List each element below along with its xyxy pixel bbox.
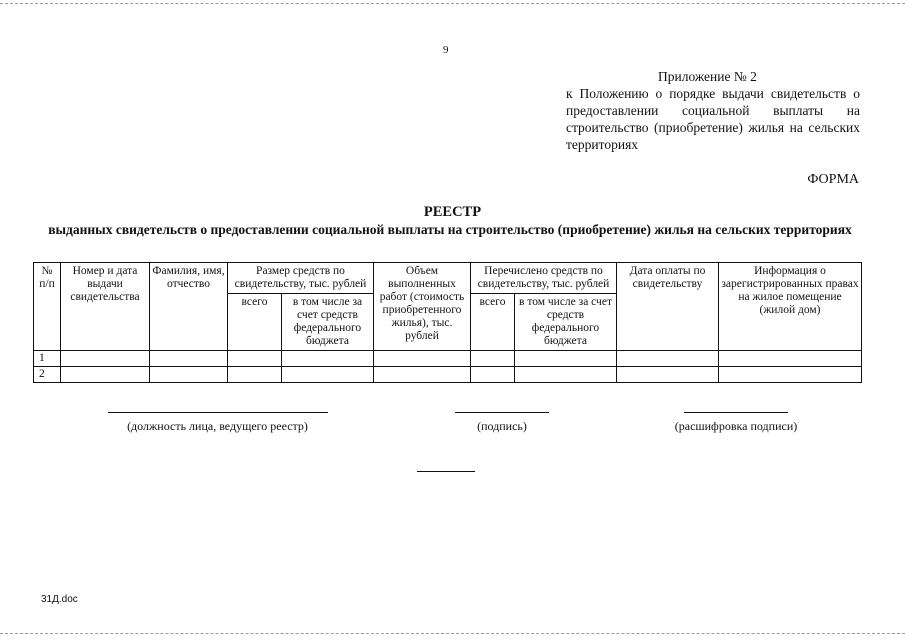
annex-body: к Положению о порядке выдачи свидетельств о предоставлении социальной выплаты на строительство (приобретение) жилья на сельских территориях [566,86,860,152]
table-cell [617,351,719,367]
signature-line [684,412,788,413]
table-cell [282,351,374,367]
table-cell [515,367,617,383]
file-name: 31Д.doc [41,594,78,605]
end-divider [417,471,475,472]
header-amount-total: всего [228,294,282,351]
header-name: Фамилия, имя, отчество [150,263,228,351]
table-cell [150,351,228,367]
header-number-date: Номер и дата выдачи свидетельства [61,263,150,351]
table-cell [282,367,374,383]
table-cell [150,367,228,383]
row-number: 1 [34,351,61,367]
table-cell [228,367,282,383]
table-cell [719,367,862,383]
table-cell [471,351,515,367]
row-number: 2 [34,367,61,383]
signature-sign [450,412,554,434]
document-title: РЕЕСТР [423,204,482,220]
signature-line [108,412,328,413]
annex-title: Приложение № 2 [658,69,757,84]
header-payment-date: Дата оплаты по свидетельству [617,263,719,351]
header-transferred-federal: в том числе за счет средств федерального бюджета [515,294,617,351]
scan-edge-bottom [0,633,905,634]
header-row-1 [34,263,862,294]
signature-decode-caption: (расшифровка подписи) [674,419,798,433]
table-cell [471,367,515,383]
annex-block [566,68,860,153]
header-amount-group: Размер средств по свидетельству, тыс. рублей [228,263,374,294]
header-transferred-total: всего [471,294,515,351]
table-cell [61,367,150,383]
header-transferred-group: Перечислено средств по свидетельству, тыс. рублей [471,263,617,294]
page-number: 9 [443,44,449,56]
table-row [34,367,862,383]
table-row [34,351,862,367]
table-cell [374,351,471,367]
table-cell [617,367,719,383]
header-num: № п/п [34,263,61,351]
signature-decode [652,412,820,434]
table-cell [61,351,150,367]
form-label: ФОРМА [807,172,859,187]
table-cell [374,367,471,383]
signature-sign-caption: (подпись) [477,419,527,433]
header-amount-federal: в том числе за счет средств федерального бюджета [282,294,374,351]
signature-position-caption: (должность лица, ведущего реестр) [127,419,308,433]
header-rights-info: Информация о зарегистрированных правах на жилое помещение (жилой дом) [719,263,862,351]
document-subtitle: выданных свидетельств о предоставлении социальной выплаты на строительство (приобретение) жилья на сельских территориях [48,222,852,237]
header-work-volume: Объем выполненных работ (стоимость приобретенного жилья), тыс. рублей [374,263,471,351]
table-cell [719,351,862,367]
table-cell [228,351,282,367]
scan-edge-top [0,3,905,4]
registry-table [33,262,862,383]
table-cell [515,351,617,367]
signature-position [105,412,330,434]
signature-line [455,412,549,413]
